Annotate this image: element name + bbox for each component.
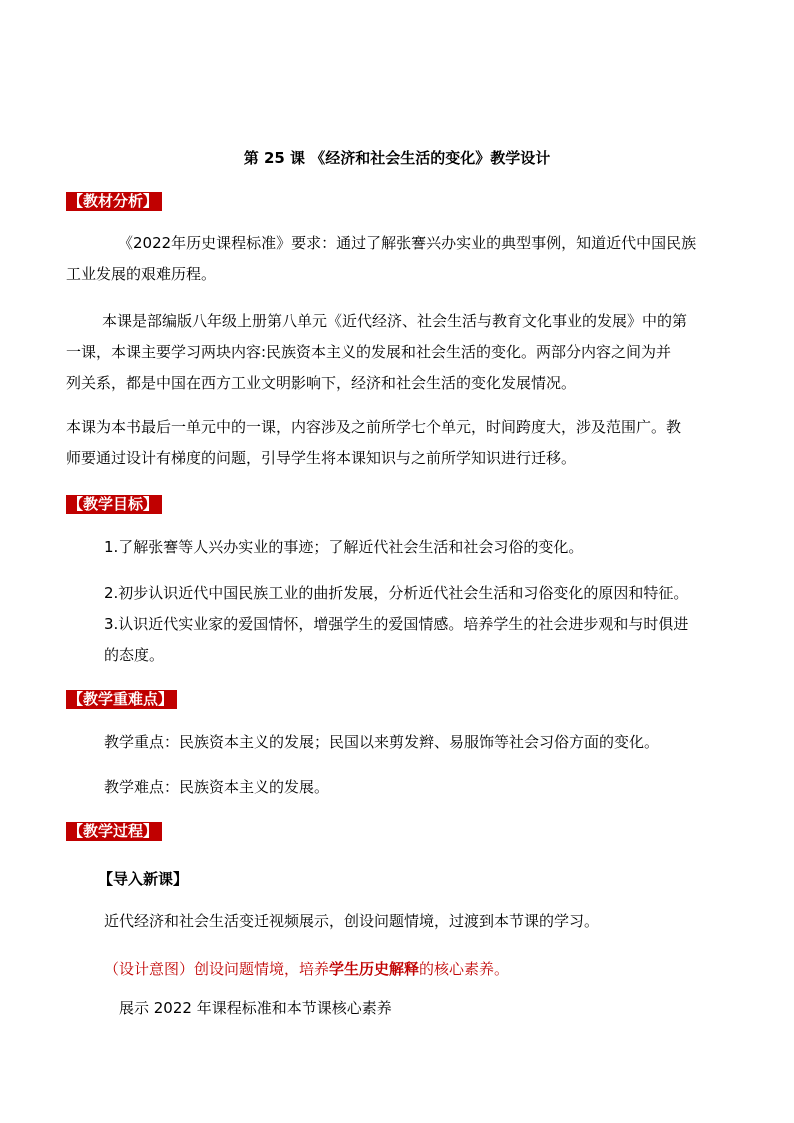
heading-teaching-goals: 【教学目标】 [66, 495, 162, 514]
goal-item-2 [104, 578, 770, 609]
paragraph-line: 的态度。 [104, 646, 165, 664]
subheading-introduction: 【导入新课】 [98, 870, 189, 888]
paragraph-line: 近代经济和社会生活变迁视频展示，创设问题情境，过渡到本节课的学习。 [104, 912, 600, 930]
paragraph-line: 3.认识近代实业家的爱国情怀，增强学生的爱国情感。培养学生的社会进步观和与时俱进 [104, 615, 689, 633]
paragraph-line: 一课，本课主要学习两块内容:民族资本主义的发展和社会生活的变化。两部分内容之间为并 [66, 343, 672, 361]
goal-item-1 [104, 532, 770, 563]
paragraph-lesson-content [66, 306, 732, 399]
design-intent [104, 958, 509, 980]
heading-key-difficult-points: 【教学重难点】 [66, 690, 177, 709]
paragraph-line: 2.初步认识近代中国民族工业的曲折发展，分析近代社会生活和习俗变化的原因和特征。 [104, 584, 689, 602]
paragraph-line: 本课是部编版八年级上册第八单元《近代经济、社会生活与教育文化事业的发展》中的第 [102, 312, 688, 330]
paragraph-line: 本课为本书最后一单元中的一课，内容涉及之前所学七个单元，时间跨度大，涉及范围广。教 [66, 418, 682, 436]
key-point [104, 727, 770, 758]
paragraph-lesson-scope [66, 412, 732, 474]
paragraph-line: 教学难点：民族资本主义的发展。 [104, 778, 330, 796]
introduction-text [104, 906, 770, 937]
design-intent-text: 创设问题情境，培养 [194, 960, 330, 978]
page-title: 第 25 课 《经济和社会生活的变化》教学设计 [243, 149, 551, 167]
show-standards-text [119, 993, 785, 1024]
design-intent-label: （设计意图） [104, 960, 195, 978]
paragraph-line: 教学重点：民族资本主义的发展；民国以来剪发辫、易服饰等社会习俗方面的变化。 [104, 733, 660, 751]
paragraph-line: 《2022年历史课程标准》要求：通过了解张謇兴办实业的典型事例，知道近代中国民族 [118, 234, 697, 252]
difficult-point [104, 772, 770, 803]
paragraph-line: 师要通过设计有梯度的问题，引导学生将本课知识与之前所学知识进行迁移。 [66, 449, 577, 467]
design-intent-emphasis: 学生历史解释 [329, 960, 420, 978]
paragraph-line: 1.了解张謇等人兴办实业的事迹；了解近代社会生活和社会习俗的变化。 [104, 538, 584, 556]
heading-teaching-process: 【教学过程】 [66, 822, 162, 841]
paragraph-line: 展示 2022 年课程标准和本节课核心素养 [119, 999, 392, 1017]
heading-material-analysis: 【教材分析】 [66, 192, 162, 211]
paragraph-line: 工业发展的艰难历程。 [66, 265, 217, 283]
goal-item-3 [104, 609, 770, 671]
paragraph-curriculum-standard [66, 228, 732, 290]
design-intent-tail: 的核心素养。 [419, 960, 510, 978]
paragraph-line: 列关系，都是中国在西方工业文明影响下，经济和社会生活的变化发展情况。 [66, 374, 577, 392]
